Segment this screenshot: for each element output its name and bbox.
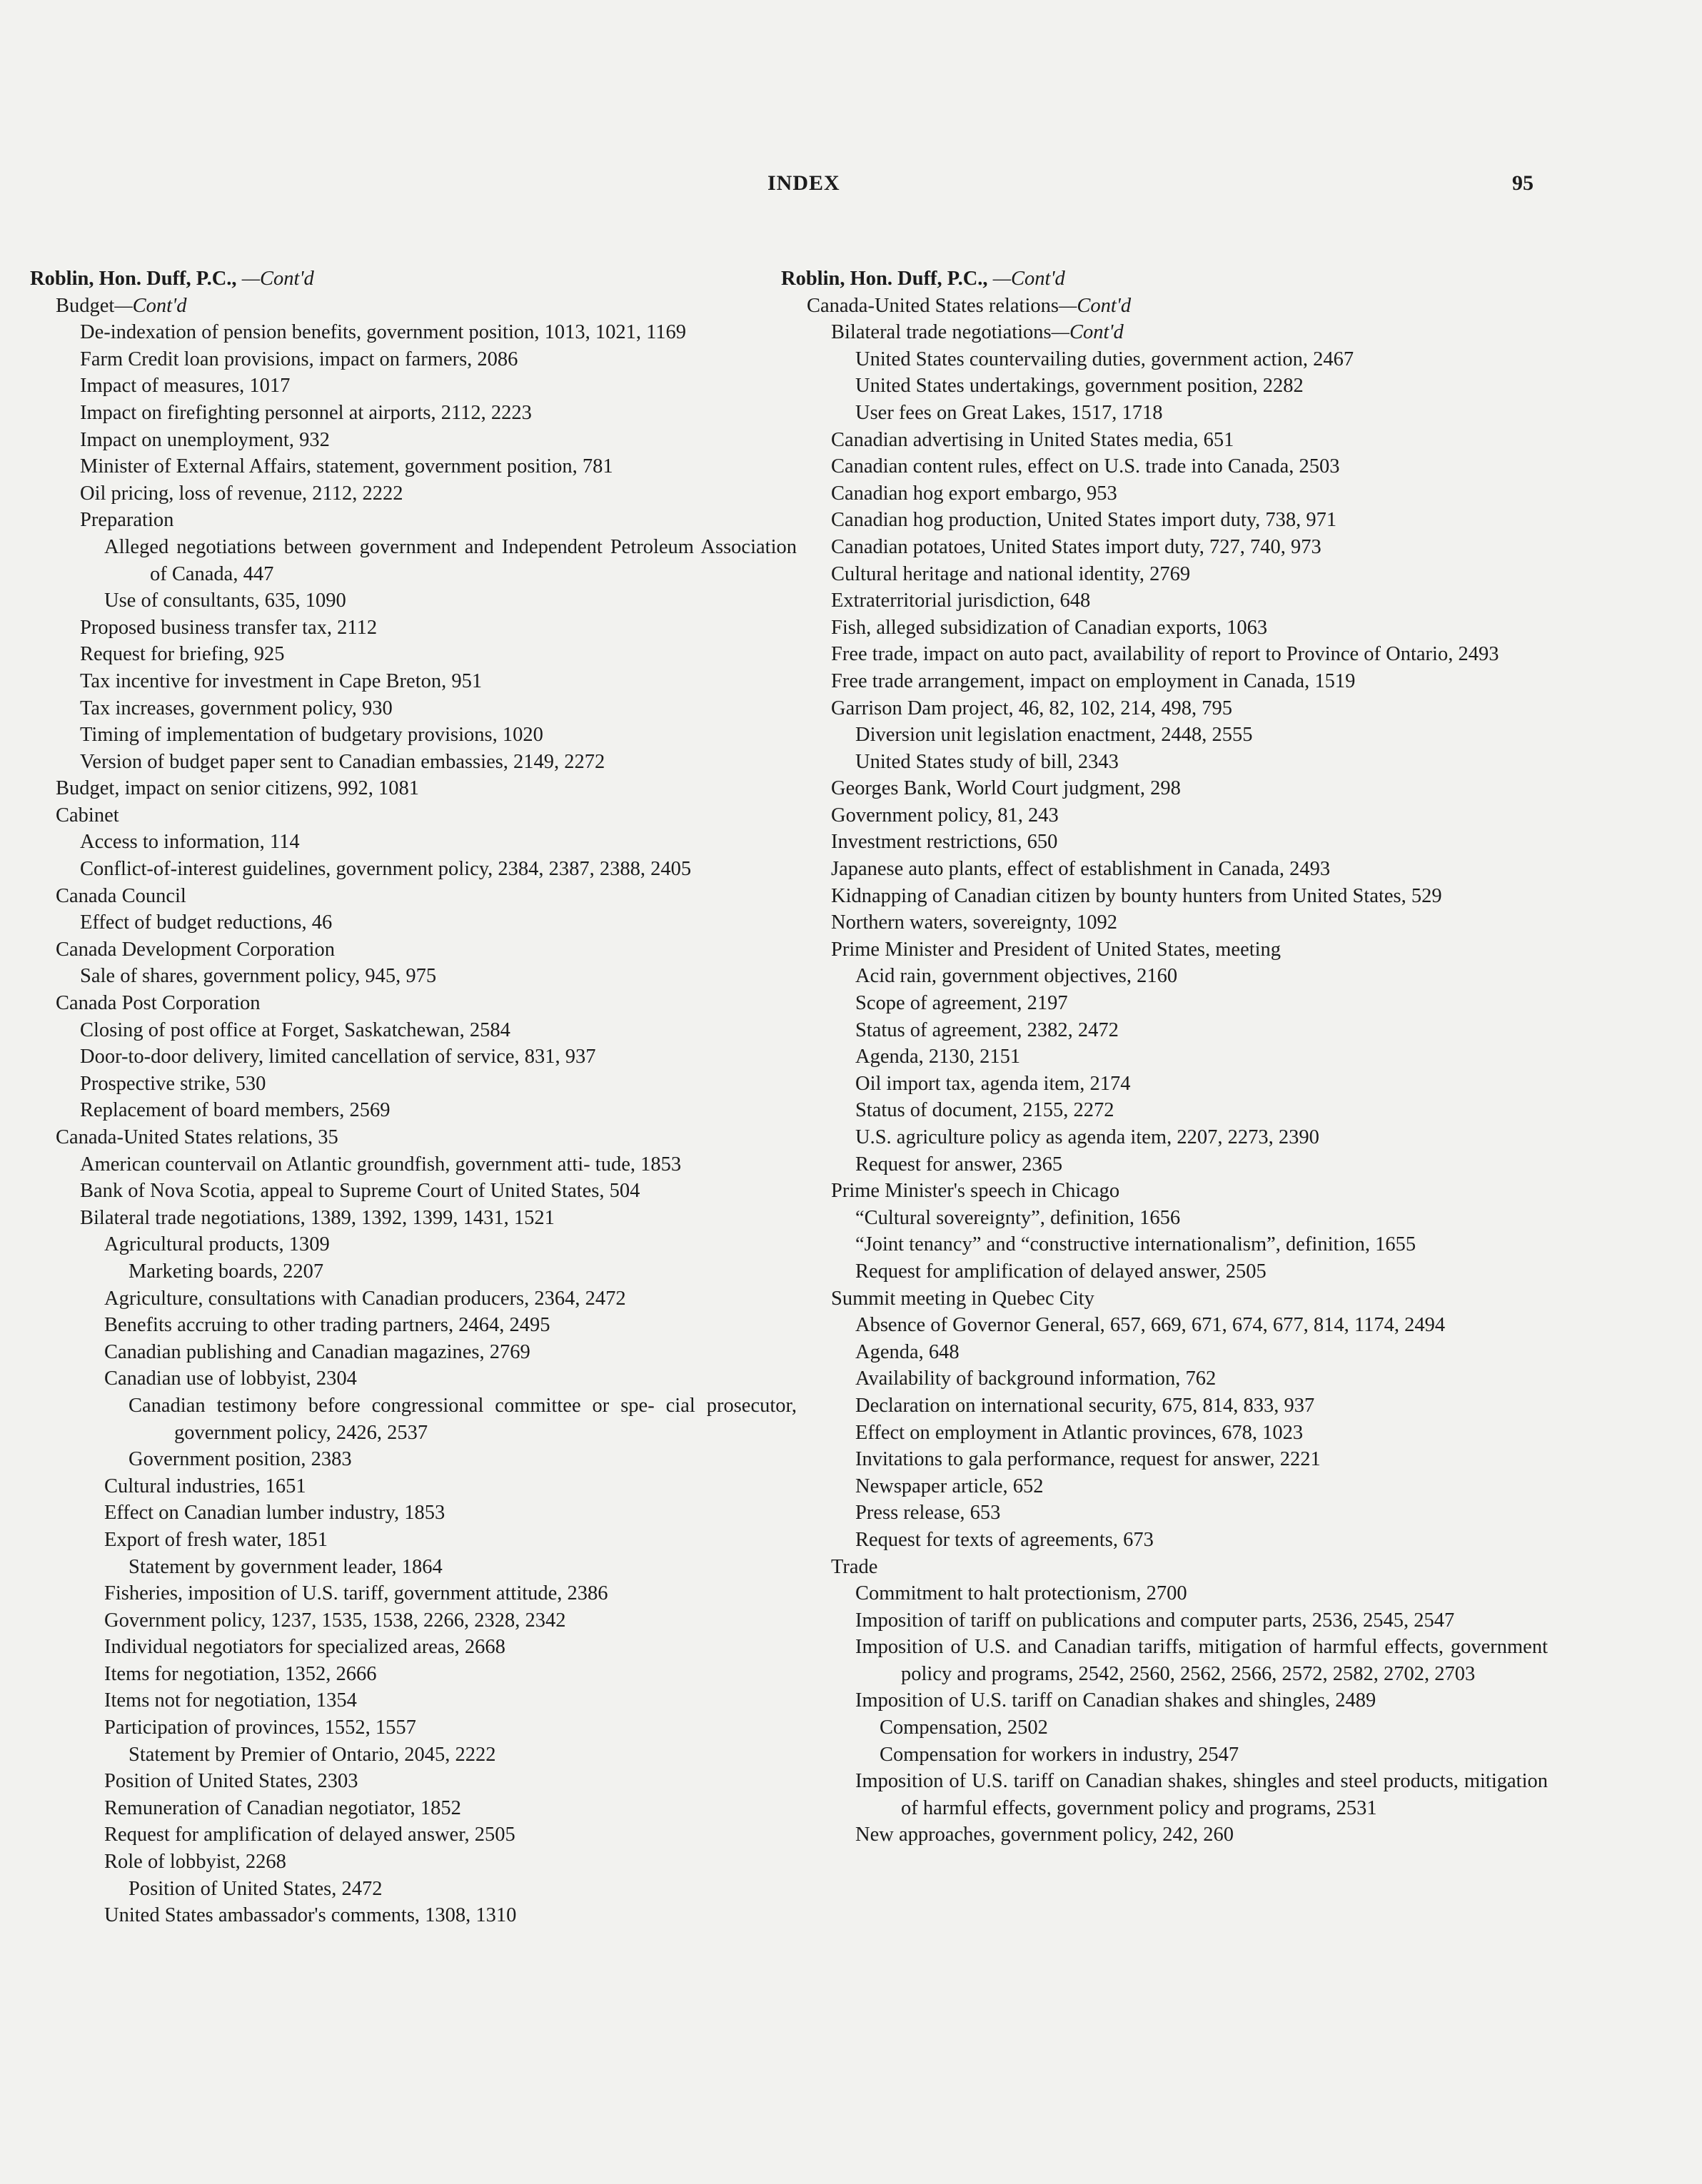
index-entry-text: Newspaper article, 652: [855, 1475, 1044, 1497]
index-entry-text: Request for amplification of delayed answer, 2505: [104, 1824, 515, 1846]
index-entry: [781, 1580, 1548, 1607]
index-entry: [781, 400, 1548, 427]
page-title: INDEX: [767, 171, 840, 195]
index-entry-text: Canada-United States relations: [807, 294, 1059, 317]
index-entry-text: Prime Minister's speech in Chicago: [831, 1180, 1120, 1203]
index-entry: [30, 1634, 797, 1661]
index-entry-text: Canadian use of lobbyist, 2304: [104, 1367, 357, 1390]
index-entry-text: Availability of background information, 762: [855, 1367, 1217, 1390]
index-heading: [781, 266, 1548, 293]
index-entry-text: Cultural heritage and national identity, 2769: [831, 562, 1191, 585]
index-entry-text: Scope of agreement, 2197: [855, 992, 1068, 1015]
index-entry-text: Position of United States, 2303: [104, 1770, 358, 1793]
index-entry: [30, 1500, 797, 1527]
index-entry: [781, 1178, 1548, 1205]
index-entry-text: Items not for negotiation, 1354: [104, 1689, 357, 1712]
index-entry: [781, 1151, 1548, 1178]
index-heading: [30, 266, 797, 293]
index-entry-text: Invitations to gala performance, request for answer, 2221: [855, 1448, 1321, 1471]
index-entry: [781, 1821, 1548, 1849]
index-entry: [30, 1151, 797, 1178]
index-entry-text: Agenda, 2130, 2151: [855, 1046, 1021, 1068]
index-entry: [781, 373, 1548, 400]
index-entry-text: Northern waters, sovereignty, 1092: [831, 911, 1118, 934]
index-entry: [781, 615, 1548, 642]
index-entry-text: Press release, 653: [855, 1502, 1001, 1525]
index-entry: [30, 1178, 797, 1205]
index-entry: [781, 1741, 1548, 1769]
index-entry: [30, 963, 797, 990]
index-entry-text: Budget, impact on senior citizens, 992, 1081: [56, 777, 419, 800]
index-entry: [30, 1205, 797, 1232]
index-entry-text: Conflict-of-interest guidelines, government policy, 2384, 2387, 2388, 2405: [80, 858, 692, 881]
continued-marker: —Cont'd: [114, 294, 187, 317]
index-entry-text: Statement by Premier of Ontario, 2045, 2222: [129, 1743, 496, 1766]
index-entry: [781, 829, 1548, 856]
index-entry-text: De-indexation of pension benefits, government position, 1013, 1021, 1169: [80, 321, 687, 344]
index-entry: [781, 587, 1548, 615]
index-entry: [30, 587, 797, 615]
index-entry-text: Effect of budget reductions, 46: [80, 911, 333, 934]
continued-marker: —Cont'd: [1051, 321, 1124, 344]
index-entry: [30, 695, 797, 722]
index-entry-text: Benefits accruing to other trading partners, 2464, 2495: [104, 1314, 550, 1337]
index-entry: [30, 1473, 797, 1500]
index-entry: [781, 1017, 1548, 1044]
index-entry: [30, 1446, 797, 1473]
index-entry-text: Japanese auto plants, effect of establishment in Canada, 2493: [831, 858, 1331, 881]
index-entry-text: Canada Council: [56, 884, 186, 907]
index-entry: [30, 293, 797, 320]
index-entry: [781, 883, 1548, 910]
index-entry: [30, 1714, 797, 1741]
index-entry-text: Canada-United States relations, 35: [56, 1126, 338, 1148]
index-entry: [30, 1902, 797, 1929]
index-entry-text: Government policy, 81, 243: [831, 804, 1059, 826]
index-entry-text: Compensation, 2502: [880, 1717, 1048, 1739]
index-entry-text: Remuneration of Canadian negotiator, 1852: [104, 1796, 461, 1819]
index-entry: [781, 1446, 1548, 1473]
index-entry: [30, 427, 797, 454]
index-entry-text: Impact of measures, 1017: [80, 375, 291, 398]
index-entry: [781, 1554, 1548, 1581]
index-entry-text: Canada Post Corporation: [56, 992, 261, 1015]
index-entry-text: Timing of implementation of budgetary provisions, 1020: [80, 724, 543, 747]
index-entry-text: Agriculture, consultations with Canadian producers, 2364, 2472: [104, 1287, 626, 1310]
index-entry: [781, 856, 1548, 883]
index-entry: [30, 668, 797, 695]
index-entry: [781, 909, 1548, 936]
index-entry: [30, 1097, 797, 1124]
index-entry: [781, 1043, 1548, 1071]
index-entry-text: Georges Bank, World Court judgment, 298: [831, 777, 1181, 800]
index-entry-text: Status of agreement, 2382, 2472: [855, 1018, 1119, 1041]
index-entry-text: Agenda, 648: [855, 1340, 960, 1363]
index-entry: [781, 1071, 1548, 1098]
index-entry-text: American countervail on Atlantic groundfish, government atti- tude, 1853: [80, 1153, 682, 1176]
index-entry: [30, 534, 797, 587]
index-entry: [781, 1339, 1548, 1366]
index-entry-text: Cultural industries, 1651: [104, 1475, 306, 1497]
index-entry-text: Canadian testimony before congressional committee or spe- cial prosecutor, government policy, 2426, 2537: [129, 1394, 797, 1444]
index-entry-text: “Joint tenancy” and “constructive internationalism”, definition, 1655: [855, 1233, 1416, 1256]
index-entry: [781, 1500, 1548, 1527]
index-entry-text: Free trade arrangement, impact on employment in Canada, 1519: [831, 669, 1356, 692]
index-entry-text: Imposition of U.S. and Canadian tariffs, mitigation of harmful effects, government policy and programs, 2542, 2560, 2562, 2566, 2572, 2582, 2702, 2703: [855, 1636, 1548, 1685]
index-entry: [30, 1231, 797, 1258]
index-entry: [781, 722, 1548, 749]
index-entry: [781, 1607, 1548, 1634]
index-entry-text: Access to information, 114: [80, 831, 300, 854]
index-entry: [30, 453, 797, 480]
index-entry: [781, 427, 1548, 454]
index-entry: [30, 373, 797, 400]
index-entry-text: Cabinet: [56, 804, 119, 826]
index-entry: [30, 1661, 797, 1688]
index-entry: [30, 1285, 797, 1313]
index-entry-text: Effect on Canadian lumber industry, 1853: [104, 1502, 445, 1525]
index-entry-text: Request for answer, 2365: [855, 1153, 1063, 1176]
index-entry-text: Commitment to halt protectionism, 2700: [855, 1582, 1187, 1605]
index-entry: [781, 346, 1548, 373]
index-entry-text: Bilateral trade negotiations: [831, 321, 1052, 344]
index-entry-text: Export of fresh water, 1851: [104, 1528, 328, 1551]
index-entry: [30, 615, 797, 642]
index-entry-text: United States undertakings, government position, 2282: [855, 375, 1304, 398]
index-entry: [30, 936, 797, 964]
index-entry-text: Oil pricing, loss of revenue, 2112, 2222: [80, 482, 403, 505]
index-entry-text: Absence of Governor General, 657, 669, 671, 674, 677, 814, 1174, 2494: [855, 1314, 1446, 1337]
continued-marker: —Cont'd: [241, 268, 314, 290]
index-entry: [30, 856, 797, 883]
index-entry: [30, 775, 797, 802]
index-entry: [781, 480, 1548, 507]
index-entry: [781, 936, 1548, 964]
index-entry: [781, 561, 1548, 588]
index-entry: [30, 1876, 797, 1903]
index-entry: [30, 909, 797, 936]
index-entry-text: Door-to-door delivery, limited cancellation of service, 831, 937: [80, 1046, 596, 1068]
index-entry-text: Impact on unemployment, 932: [80, 428, 330, 451]
index-entry: [781, 507, 1548, 534]
index-entry: [781, 1258, 1548, 1285]
index-entry-text: Budget: [56, 294, 115, 317]
index-entry: [781, 1392, 1548, 1420]
index-entry-text: Fisheries, imposition of U.S. tariff, government attitude, 2386: [104, 1582, 608, 1605]
index-entry: [781, 1312, 1548, 1339]
index-entry-text: Agricultural products, 1309: [104, 1233, 330, 1256]
index-entry: [30, 480, 797, 507]
index-entry-text: United States study of bill, 2343: [855, 750, 1119, 773]
index-entry-text: “Cultural sovereignty”, definition, 1656: [855, 1206, 1181, 1229]
index-entry: [30, 1258, 797, 1285]
index-entry: [781, 1231, 1548, 1258]
index-entry: [30, 1607, 797, 1634]
index-entry-text: Imposition of tariff on publications and computer parts, 2536, 2545, 2547: [855, 1609, 1455, 1632]
index-entry-text: Kidnapping of Canadian citizen by bounty hunters from United States, 529: [831, 884, 1442, 907]
index-entry-text: Alleged negotiations between government and Independent Petroleum Association of Canada, 447: [104, 535, 797, 585]
index-entry: [30, 990, 797, 1017]
index-entry: [781, 641, 1548, 668]
index-entry-text: Request for amplification of delayed answer, 2505: [855, 1260, 1267, 1283]
index-entry-text: Role of lobbyist, 2268: [104, 1851, 286, 1874]
index-entry: [781, 319, 1548, 346]
index-entry: [781, 1285, 1548, 1313]
index-entry-text: Roblin, Hon. Duff, P.C.,: [781, 268, 993, 290]
index-entry-text: Canadian hog export embargo, 953: [831, 482, 1117, 505]
index-entry-text: Request for briefing, 925: [80, 643, 285, 666]
index-entry: [30, 1687, 797, 1714]
index-entry-text: Canada Development Corporation: [56, 938, 335, 961]
index-entry: [781, 1634, 1548, 1687]
index-entry-text: Items for negotiation, 1352, 2666: [104, 1662, 377, 1685]
index-entry-text: Sale of shares, government policy, 945, 975: [80, 965, 437, 988]
index-entry-text: Roblin, Hon. Duff, P.C.,: [30, 268, 242, 290]
index-entry-text: Government policy, 1237, 1535, 1538, 2266, 2328, 2342: [104, 1609, 566, 1632]
index-entry-text: Tax incentive for investment in Cape Breton, 951: [80, 669, 483, 692]
index-entry-text: Canadian hog production, United States import duty, 738, 971: [831, 509, 1337, 532]
index-entry-text: Statement by government leader, 1864: [129, 1555, 443, 1578]
index-entry-text: United States ambassador's comments, 1308, 1310: [104, 1904, 517, 1927]
index-entry-text: Summit meeting in Quebec City: [831, 1287, 1094, 1310]
index-column-left: [30, 266, 797, 1929]
index-entry-text: Participation of provinces, 1552, 1557: [104, 1717, 416, 1739]
index-entry: [30, 507, 797, 534]
index-entry: [30, 749, 797, 776]
index-entry: [781, 1473, 1548, 1500]
continued-marker: —Cont'd: [992, 268, 1065, 290]
index-entry-text: Acid rain, government objectives, 2160: [855, 965, 1178, 988]
index-entry: [781, 1687, 1548, 1714]
index-entry: [781, 695, 1548, 722]
index-entry: [30, 1043, 797, 1071]
index-entry-text: New approaches, government policy, 242, 260: [855, 1824, 1234, 1846]
index-entry-text: Request for texts of agreements, 673: [855, 1528, 1154, 1551]
index-entry-text: Tax increases, government policy, 930: [80, 697, 393, 719]
index-entry-text: Canadian advertising in United States media, 651: [831, 428, 1234, 451]
index-entry-text: Minister of External Affairs, statement, government position, 781: [80, 455, 613, 478]
index-entry: [30, 1312, 797, 1339]
index-entry: [30, 829, 797, 856]
index-entry: [781, 1714, 1548, 1741]
index-entry-text: Diversion unit legislation enactment, 2448, 2555: [855, 724, 1253, 747]
continued-marker: —Cont'd: [1058, 294, 1132, 317]
index-entry-text: Canadian publishing and Canadian magazines, 2769: [104, 1340, 530, 1363]
index-entry-text: Canadian content rules, effect on U.S. trade into Canada, 2503: [831, 455, 1340, 478]
index-entry: [781, 453, 1548, 480]
index-entry: [30, 1017, 797, 1044]
index-entry: [781, 1768, 1548, 1821]
index-entry-text: Imposition of U.S. tariff on Canadian shakes and shingles, 2489: [855, 1689, 1376, 1712]
index-entry: [30, 400, 797, 427]
index-entry-text: Prospective strike, 530: [80, 1072, 266, 1095]
index-entry-text: U.S. agriculture policy as agenda item, 2207, 2273, 2390: [855, 1126, 1319, 1148]
index-entry: [30, 722, 797, 749]
index-entry: [30, 346, 797, 373]
index-entry: [30, 1741, 797, 1769]
index-entry: [30, 1071, 797, 1098]
index-entry-text: Investment restrictions, 650: [831, 831, 1058, 854]
index-entry-text: Bilateral trade negotiations, 1389, 1392, 1399, 1431, 1521: [80, 1206, 555, 1229]
index-entry-text: Preparation: [80, 509, 174, 532]
page-number: 95: [1512, 171, 1534, 195]
index-entry: [781, 668, 1548, 695]
index-entry-text: Marketing boards, 2207: [129, 1260, 324, 1283]
index-entry-text: Declaration on international security, 675, 814, 833, 937: [855, 1394, 1315, 1417]
index-entry: [781, 1205, 1548, 1232]
index-entry-text: Farm Credit loan provisions, impact on farmers, 2086: [80, 348, 518, 370]
index-entry: [781, 293, 1548, 320]
index-entry: [781, 1365, 1548, 1392]
index-entry-text: Compensation for workers in industry, 2547: [880, 1743, 1239, 1766]
index-entry: [30, 1392, 797, 1446]
index-entry: [30, 883, 797, 910]
index-entry-text: Garrison Dam project, 46, 82, 102, 214, 498, 795: [831, 697, 1232, 719]
index-entry-text: Extraterritorial jurisdiction, 648: [831, 590, 1091, 612]
index-entry: [30, 1821, 797, 1849]
index-entry-text: Version of budget paper sent to Canadian embassies, 2149, 2272: [80, 750, 605, 773]
index-entry: [30, 1339, 797, 1366]
index-entry: [781, 534, 1548, 561]
index-entry: [30, 1554, 797, 1581]
index-entry: [781, 775, 1548, 802]
running-head: [0, 171, 1702, 200]
index-entry-text: Trade: [831, 1555, 878, 1578]
index-entry: [30, 1768, 797, 1795]
index-entry-text: Position of United States, 2472: [129, 1877, 383, 1900]
index-entry: [30, 641, 797, 668]
index-entry: [781, 1124, 1548, 1151]
index-entry-text: User fees on Great Lakes, 1517, 1718: [855, 401, 1163, 424]
index-entry: [30, 1795, 797, 1822]
index-entry-text: Fish, alleged subsidization of Canadian exports, 1063: [831, 616, 1268, 639]
index-entry: [30, 1365, 797, 1392]
index-entry: [30, 802, 797, 829]
index-entry: [30, 1527, 797, 1554]
index-entry-text: Imposition of U.S. tariff on Canadian shakes, shingles and steel products, mitigation of harmful effects, government policy and programs, 2531: [855, 1770, 1548, 1819]
index-entry: [30, 1124, 797, 1151]
index-entry-text: Use of consultants, 635, 1090: [104, 590, 346, 612]
index-entry: [30, 1580, 797, 1607]
index-entry: [30, 1849, 797, 1876]
index-entry-text: United States countervailing duties, government action, 2467: [855, 348, 1354, 370]
index-entry-text: Prime Minister and President of United States, meeting: [831, 938, 1281, 961]
index-entry: [781, 1097, 1548, 1124]
index-entry-text: Individual negotiators for specialized areas, 2668: [104, 1636, 505, 1659]
index-column-right: [781, 266, 1548, 1849]
index-entry-text: Free trade, impact on auto pact, availability of report to Province of Ontario, 2493: [831, 643, 1499, 666]
index-entry-text: Closing of post office at Forget, Saskatchewan, 2584: [80, 1018, 510, 1041]
index-entry-text: Effect on employment in Atlantic provinces, 678, 1023: [855, 1421, 1304, 1444]
index-entry-text: Canadian potatoes, United States import duty, 727, 740, 973: [831, 535, 1321, 558]
index-entry: [781, 963, 1548, 990]
index-entry-text: Oil import tax, agenda item, 2174: [855, 1072, 1131, 1095]
index-entry: [781, 990, 1548, 1017]
index-entry-text: Replacement of board members, 2569: [80, 1099, 391, 1122]
index-entry: [781, 1420, 1548, 1447]
index-entry-text: Impact on firefighting personnel at airports, 2112, 2223: [80, 401, 532, 424]
index-entry-text: Proposed business transfer tax, 2112: [80, 616, 378, 639]
index-entry: [781, 802, 1548, 829]
index-entry: [781, 749, 1548, 776]
index-entry: [30, 319, 797, 346]
index-entry-text: Status of document, 2155, 2272: [855, 1099, 1114, 1122]
index-entry: [781, 1527, 1548, 1554]
index-entry-text: Bank of Nova Scotia, appeal to Supreme Court of United States, 504: [80, 1180, 640, 1203]
index-entry-text: Government position, 2383: [129, 1448, 352, 1471]
